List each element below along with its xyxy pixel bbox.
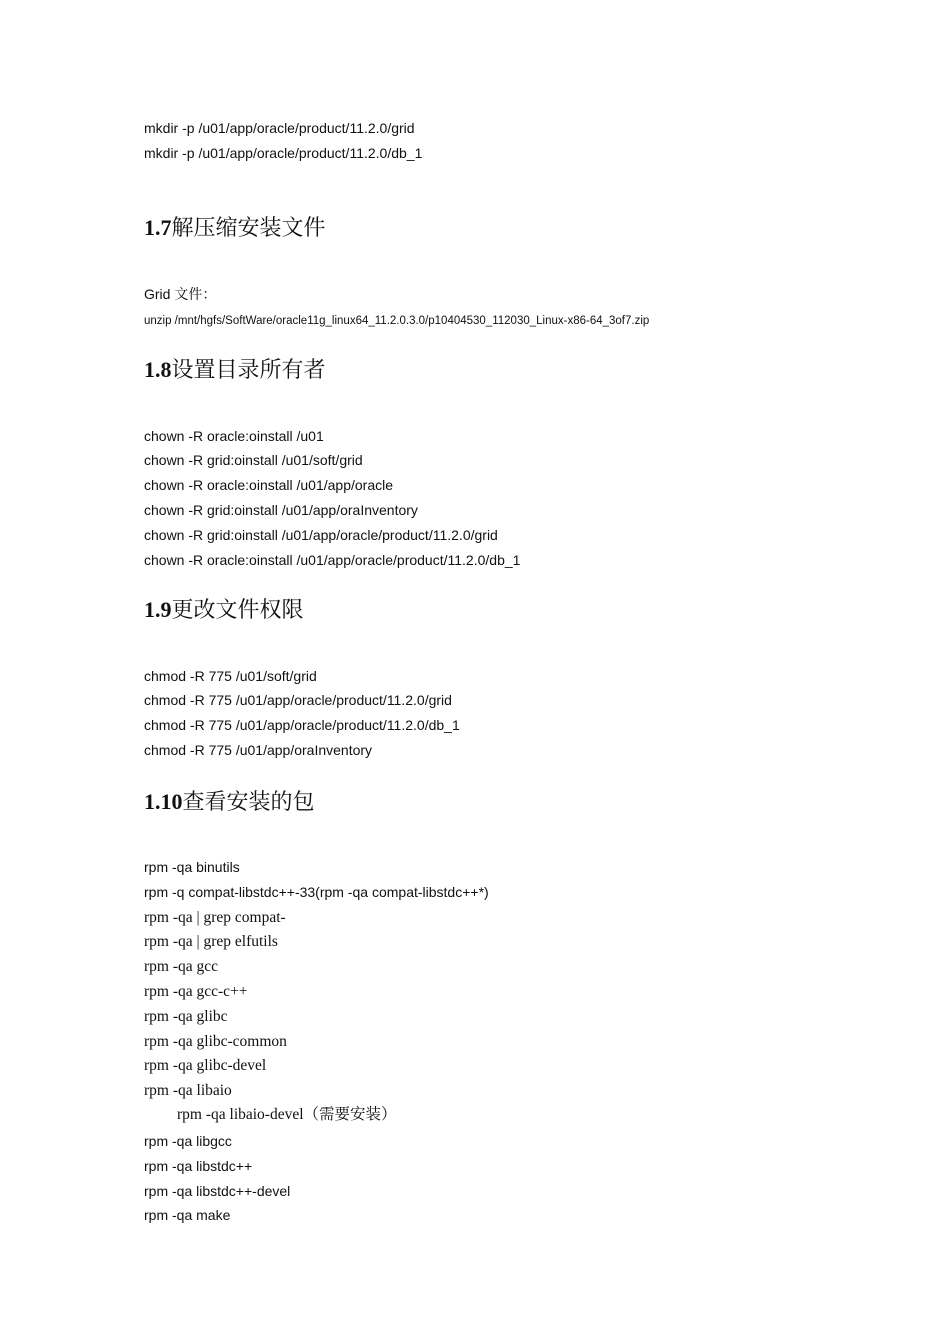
section-title: 更改文件权限 — [171, 597, 304, 622]
mkdir-line: mkdir -p /u01/app/oracle/product/11.2.0/grid — [144, 120, 415, 136]
mkdir-line: mkdir -p /u01/app/oracle/product/11.2.0/db_1 — [144, 145, 423, 161]
section-number: 1.7 — [144, 215, 172, 240]
chown-line: chown -R grid:oinstall /u01/soft/grid — [144, 452, 363, 468]
chmod-line: chmod -R 775 /u01/soft/grid — [144, 668, 317, 684]
rpm-line: rpm -q compat-libstdc++-33(rpm -qa compat-libstdc++*) — [144, 884, 489, 900]
rpm-line: rpm -qa libstdc++-devel — [144, 1183, 291, 1199]
rpm-line: rpm -qa | grep elfutils — [144, 933, 278, 950]
rpm-line: rpm -qa binutils — [144, 859, 240, 875]
grid-file-label: Grid 文件： — [144, 286, 217, 302]
chown-line: chown -R grid:oinstall /u01/app/oracle/product/11.2.0/grid — [144, 527, 498, 543]
section-number: 1.10 — [144, 789, 183, 814]
rpm-line: rpm -qa libaio-devel（需要安装） — [177, 1106, 397, 1123]
section-heading-1-7 — [144, 214, 326, 242]
rpm-line: rpm -qa libstdc++ — [144, 1158, 253, 1174]
rpm-line: rpm -qa gcc-c++ — [144, 983, 248, 1000]
section-heading-1-9 — [144, 596, 304, 624]
chown-line: chown -R oracle:oinstall /u01/app/oracle/product/11.2.0/db_1 — [144, 552, 521, 568]
chown-line: chown -R oracle:oinstall /u01/app/oracle — [144, 477, 394, 493]
section-number: 1.8 — [144, 357, 172, 382]
chown-line: chown -R oracle:oinstall /u01 — [144, 428, 324, 444]
chmod-line: chmod -R 775 /u01/app/oraInventory — [144, 742, 373, 758]
section-title: 解压缩安装文件 — [171, 215, 326, 240]
rpm-line: rpm -qa gcc — [144, 958, 219, 975]
section-heading-1-8 — [144, 356, 326, 384]
section-title: 设置目录所有者 — [171, 357, 326, 382]
section-number: 1.9 — [144, 597, 172, 622]
chmod-line: chmod -R 775 /u01/app/oracle/product/11.2.0/grid — [144, 692, 452, 708]
rpm-line: rpm -qa glibc — [144, 1008, 228, 1025]
section-heading-1-10 — [144, 788, 315, 816]
rpm-line: rpm -qa libgcc — [144, 1133, 232, 1149]
rpm-line: rpm -qa make — [144, 1207, 231, 1223]
rpm-line: rpm -qa | grep compat- — [144, 909, 286, 926]
unzip-command: unzip /mnt/hgfs/SoftWare/oracle11g_linux64_11.2.0.3.0/p10404530_112030_Linux-x86-64_3of7.zip — [144, 315, 650, 327]
rpm-line: rpm -qa glibc-common — [144, 1033, 287, 1050]
section-title: 查看安装的包 — [182, 789, 315, 814]
chmod-line: chmod -R 775 /u01/app/oracle/product/11.2.0/db_1 — [144, 717, 460, 733]
rpm-line: rpm -qa glibc-devel — [144, 1057, 267, 1074]
chown-line: chown -R grid:oinstall /u01/app/oraInventory — [144, 502, 418, 518]
rpm-line: rpm -qa libaio — [144, 1082, 232, 1099]
